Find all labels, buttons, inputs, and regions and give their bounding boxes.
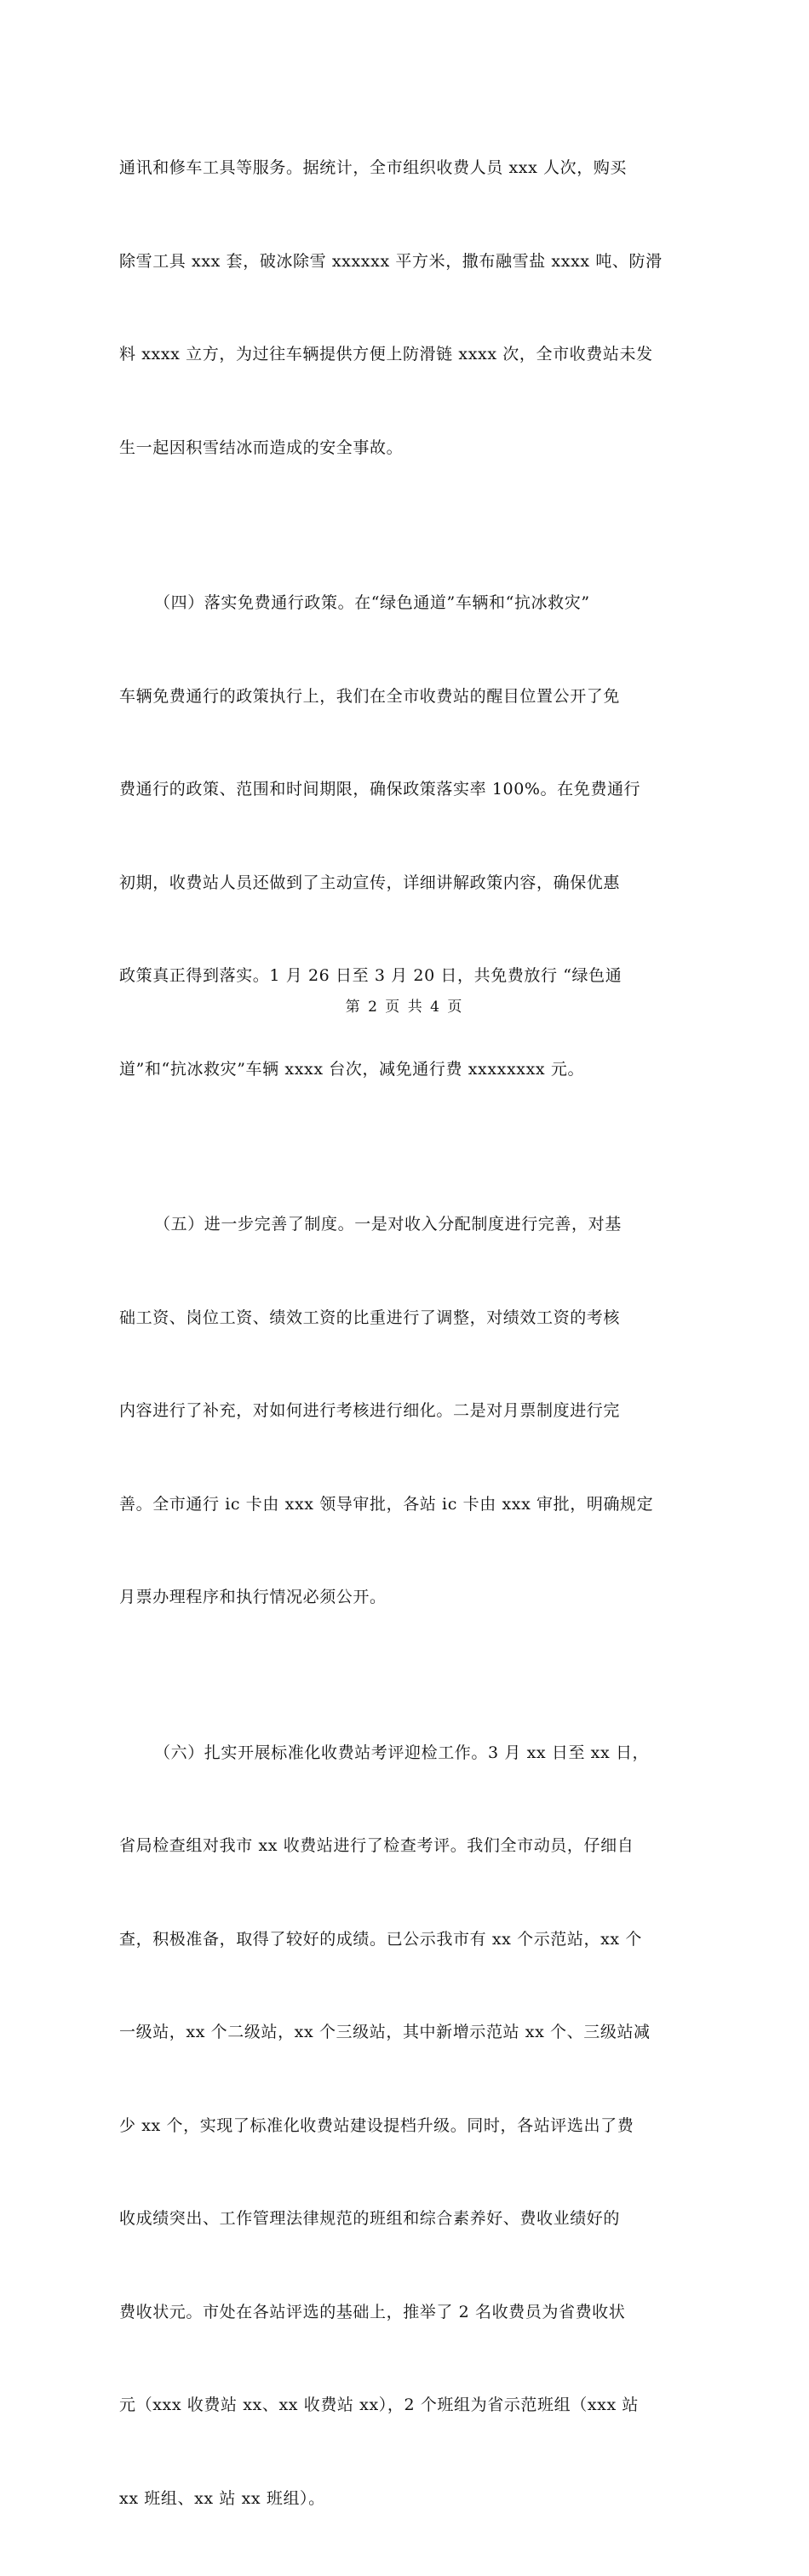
text-line: 道”和“抗冰救灾”车辆 xxxx 台次，减免通行费 xxxxxxxx 元。: [119, 1054, 698, 1085]
document-page: [0, 0, 809, 1047]
page-number-footer: 第 2 页 共 4 页: [0, 994, 809, 1016]
text-line: 除雪工具 xxx 套，破冰除雪 xxxxxx 平方米，撒布融雪盐 xxxx 吨、防滑: [119, 246, 698, 278]
text-line: 少 xx 个，实现了标准化收费站建设提档升级。同时，各站评选出了费: [119, 2110, 698, 2142]
paragraph-standardization-inspection: [119, 1675, 698, 2576]
text-line: 收成绩突出、工作管理法律规范的班组和综合素养好、费收业绩好的: [119, 2203, 698, 2235]
text-line: （五）进一步完善了制度。一是对收入分配制度进行完善，对基: [119, 1209, 698, 1240]
text-line: （六）扎实开展标准化收费站考评迎检工作。3 月 xx 日至 xx 日，: [119, 1737, 698, 1769]
text-line: 通讯和修车工具等服务。据统计，全市组织收费人员 xxx 人次，购买: [119, 152, 698, 184]
text-line: 元（xxx 收费站 xx、xx 收费站 xx），2 个班组为省示范班组（xxx 站: [119, 2390, 698, 2421]
text-line: 础工资、岗位工资、绩效工资的比重进行了调整，对绩效工资的考核: [119, 1302, 698, 1334]
text-line: 初期，收费站人员还做到了主动宣传，详细讲解政策内容，确保优惠: [119, 867, 698, 899]
text-line: 一级站，xx 个二级站，xx 个三级站，其中新增示范站 xx 个、三级站减: [119, 2017, 698, 2048]
text-line: 政策真正得到落实。1 月 26 日至 3 月 20 日，共免费放行 “绿色通: [119, 960, 698, 992]
text-line: 车辆免费通行的政策执行上，我们在全市收费站的醒目位置公开了免: [119, 681, 698, 713]
paragraph-service-stats: [119, 90, 698, 525]
text-line: xx 班组、xx 站 xx 班组）。: [119, 2483, 698, 2515]
text-line: 省局检查组对我市 xx 收费站进行了检查考评。我们全市动员，仔细自: [119, 1830, 698, 1862]
paragraph-system-improvement: [119, 1147, 698, 1675]
text-line: 内容进行了补充，对如何进行考核进行细化。二是对月票制度进行完: [119, 1395, 698, 1427]
text-line: 费收状元。市处在各站评选的基础上，推举了 2 名收费员为省费收状: [119, 2297, 698, 2328]
text-line: 查，积极准备，取得了较好的成绩。已公示我市有 xx 个示范站，xx 个: [119, 1924, 698, 1955]
text-line: 月票办理程序和执行情况必须公开。: [119, 1582, 698, 1613]
text-line: 善。全市通行 ic 卡由 xxx 领导审批，各站 ic 卡由 xxx 审批，明确规定: [119, 1489, 698, 1520]
text-line: 料 xxxx 立方，为过往车辆提供方便上防滑链 xxxx 次，全市收费站未发: [119, 339, 698, 370]
text-line: 生一起因积雪结冰而造成的安全事故。: [119, 432, 698, 464]
text-line: （四）落实免费通行政策。在“绿色通道”车辆和“抗冰救灾”: [119, 587, 698, 619]
document-body: [119, 90, 698, 2576]
text-line: 费通行的政策、范围和时间期限，确保政策落实率 100%。在免费通行: [119, 774, 698, 805]
paragraph-free-passage-policy: [119, 525, 698, 1147]
